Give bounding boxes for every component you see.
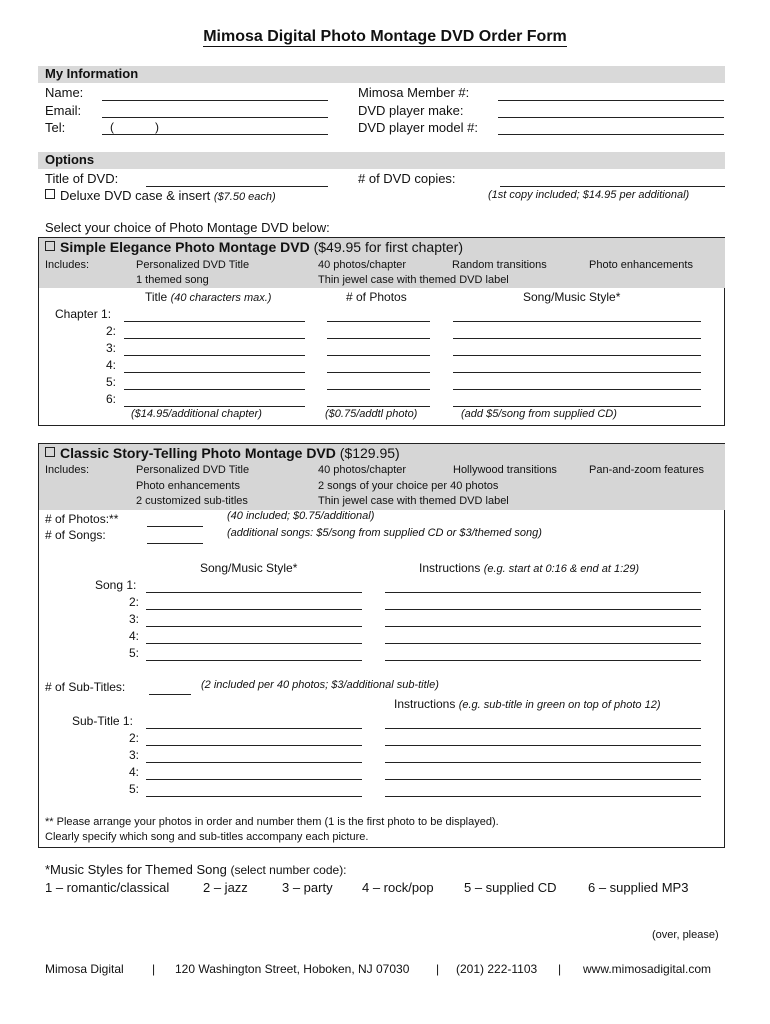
player-model-label: DVD player model #: xyxy=(358,120,478,135)
deluxe-checkbox[interactable] xyxy=(45,189,55,199)
chapter-photos-field[interactable] xyxy=(327,372,430,373)
footer-address: 120 Washington Street, Hoboken, NJ 07030 xyxy=(175,962,410,976)
subtitle-label: 3: xyxy=(129,748,140,762)
music-heading-note: (select number code): xyxy=(230,863,347,877)
subtitle-label: 2: xyxy=(129,731,140,745)
music-code: 1 – romantic/classical xyxy=(45,880,170,895)
classic-col-song: Song/Music Style* xyxy=(200,561,298,575)
subtitle-instr-field[interactable] xyxy=(385,762,701,763)
song-label: 4: xyxy=(129,629,140,643)
select-prompt: Select your choice of Photo Montage DVD below: xyxy=(45,220,330,235)
song-style-field[interactable] xyxy=(146,609,362,610)
chapter-song-field[interactable] xyxy=(453,389,701,390)
dvd-title-label: Title of DVD: xyxy=(45,171,119,186)
subtitle-text-field[interactable] xyxy=(146,728,362,729)
subtitle-instr-field[interactable] xyxy=(385,728,701,729)
chapter-photos-field[interactable] xyxy=(327,406,430,407)
deluxe-label: Deluxe DVD case & insert xyxy=(60,188,211,203)
chapter-song-field[interactable] xyxy=(453,406,701,407)
footer-separator: | xyxy=(152,962,156,976)
chapter-label: Chapter 1: xyxy=(55,307,112,321)
subtitle-instr-field[interactable] xyxy=(385,779,701,780)
my-info-heading: My Information xyxy=(45,66,139,81)
song-instr-field[interactable] xyxy=(385,609,701,610)
footer-company: Mimosa Digital xyxy=(45,962,124,976)
tel-paren-open: ( xyxy=(110,120,114,134)
simple-feature: Personalized DVD Title xyxy=(136,259,250,271)
chapter-photos-field[interactable] xyxy=(327,321,430,322)
member-field[interactable] xyxy=(498,100,724,101)
member-label: Mimosa Member #: xyxy=(358,85,470,100)
simple-col-title xyxy=(145,290,271,304)
simple-feature: Photo enhancements xyxy=(589,259,693,271)
classic-photos-note: (40 included; $0.75/additional) xyxy=(227,510,375,522)
song-instr-field[interactable] xyxy=(385,626,701,627)
over-please: (over, please) xyxy=(652,929,719,941)
music-code: 2 – jazz xyxy=(203,880,248,895)
copies-label: # of DVD copies: xyxy=(358,171,456,186)
classic-feature: Thin jewel case with themed DVD label xyxy=(318,495,509,507)
classic-songs-note: (additional songs: $5/song from supplied CD or $3/themed song) xyxy=(227,527,542,539)
chapter-title-field[interactable] xyxy=(124,321,305,322)
name-label: Name: xyxy=(45,85,84,100)
dvd-title-field[interactable] xyxy=(146,186,328,187)
subtitle-text-field[interactable] xyxy=(146,779,362,780)
classic-feature: Pan-and-zoom features xyxy=(589,464,704,476)
simple-col-song: Song/Music Style* xyxy=(523,290,621,304)
classic-includes: Includes: xyxy=(45,464,90,476)
song-instr-field[interactable] xyxy=(385,643,701,644)
tel-paren-close: ) xyxy=(155,120,159,134)
simple-col-title-text: Title xyxy=(145,290,168,304)
player-make-field[interactable] xyxy=(498,117,724,118)
simple-checkbox[interactable] xyxy=(45,241,55,251)
simple-feature: 1 themed song xyxy=(136,274,209,286)
chapter-label: 2: xyxy=(106,324,117,338)
chapter-title-field[interactable] xyxy=(124,389,305,390)
sub-instr-text: Instructions xyxy=(394,697,456,711)
deluxe-price: ($7.50 each) xyxy=(213,191,276,203)
classic-col-instr-text: Instructions xyxy=(419,561,481,575)
options-band xyxy=(38,152,725,169)
subtitle-label: Sub-Title 1: xyxy=(72,714,133,728)
tel-field[interactable] xyxy=(102,134,328,135)
chapter-label: 6: xyxy=(106,392,117,406)
classic-feature: 40 photos/chapter xyxy=(318,464,407,476)
subtitle-instr-field[interactable] xyxy=(385,745,701,746)
note-photo: ($0.75/addtl photo) xyxy=(325,408,418,420)
song-label: 3: xyxy=(129,612,140,626)
classic-photos-label: # of Photos:** xyxy=(45,512,119,526)
subtitles-count-field[interactable] xyxy=(149,694,191,695)
classic-option[interactable] xyxy=(45,445,400,461)
chapter-title-field[interactable] xyxy=(124,355,305,356)
song-style-field[interactable] xyxy=(146,592,362,593)
classic-col-instr-note: (e.g. start at 0:16 & end at 1:29) xyxy=(483,563,640,575)
classic-price: ($129.95) xyxy=(339,445,400,461)
page-title xyxy=(0,28,770,46)
song-instr-field[interactable] xyxy=(385,592,701,593)
chapter-song-field[interactable] xyxy=(453,355,701,356)
music-code: 4 – rock/pop xyxy=(362,880,434,895)
music-heading xyxy=(45,862,347,877)
chapter-title-field[interactable] xyxy=(124,406,305,407)
song-style-field[interactable] xyxy=(146,660,362,661)
chapter-song-field[interactable] xyxy=(453,321,701,322)
chapter-title-field[interactable] xyxy=(124,338,305,339)
music-code: 6 – supplied MP3 xyxy=(588,880,689,895)
name-field[interactable] xyxy=(102,100,328,101)
music-code: 3 – party xyxy=(282,880,333,895)
song-style-field[interactable] xyxy=(146,643,362,644)
chapter-title-field[interactable] xyxy=(124,372,305,373)
simple-feature: Random transitions xyxy=(452,259,547,271)
chapter-label: 5: xyxy=(106,375,117,389)
subtitle-text-field[interactable] xyxy=(146,745,362,746)
footer-separator: | xyxy=(436,962,440,976)
song-style-field[interactable] xyxy=(146,626,362,627)
classic-feature: 2 songs of your choice per 40 photos xyxy=(318,480,499,492)
classic-col-instr xyxy=(419,561,639,575)
chapter-song-field[interactable] xyxy=(453,372,701,373)
chapter-song-field[interactable] xyxy=(453,338,701,339)
subtitle-label: 5: xyxy=(129,782,140,796)
chapter-photos-field[interactable] xyxy=(327,338,430,339)
chapter-photos-field[interactable] xyxy=(327,389,430,390)
sub-instr-heading xyxy=(394,697,661,711)
footer-phone: (201) 222-1103 xyxy=(456,962,538,976)
subtitle-text-field[interactable] xyxy=(146,796,362,797)
simple-includes: Includes: xyxy=(45,259,90,271)
footnote-2: Clearly specify which song and sub-titles accompany each picture. xyxy=(45,831,369,843)
classic-feature: Photo enhancements xyxy=(136,480,240,492)
chapter-label: 3: xyxy=(106,341,117,355)
footer-web[interactable]: www.mimosadigital.com xyxy=(583,962,712,976)
sub-instr-note: (e.g. sub-title in green on top of photo 12) xyxy=(458,699,661,711)
note-chapter: ($14.95/additional chapter) xyxy=(131,408,262,420)
classic-songs-field[interactable] xyxy=(147,543,203,544)
classic-name: Classic Story-Telling Photo Montage DVD xyxy=(60,445,336,461)
subtitles-label: # of Sub-Titles: xyxy=(45,680,126,694)
chapter-label: 4: xyxy=(106,358,117,372)
tel-label: Tel: xyxy=(45,120,66,135)
my-info-band xyxy=(38,66,725,83)
classic-songs-label: # of Songs: xyxy=(45,528,106,542)
player-model-field[interactable] xyxy=(498,134,724,135)
classic-photos-field[interactable] xyxy=(147,526,203,527)
subtitle-text-field[interactable] xyxy=(146,762,362,763)
player-make-label: DVD player make: xyxy=(358,103,464,118)
footer-separator: | xyxy=(558,962,562,976)
classic-feature: Personalized DVD Title xyxy=(136,464,250,476)
copies-field[interactable] xyxy=(500,186,725,187)
copies-note: (1st copy included; $14.95 per additional) xyxy=(488,189,690,201)
song-instr-field[interactable] xyxy=(385,660,701,661)
note-song: (add $5/song from supplied CD) xyxy=(461,408,617,420)
subtitle-label: 4: xyxy=(129,765,140,779)
classic-feature: Hollywood transitions xyxy=(453,464,557,476)
song-label: Song 1: xyxy=(95,578,137,592)
simple-feature: 40 photos/chapter xyxy=(318,259,407,271)
music-code: 5 – supplied CD xyxy=(464,880,557,895)
classic-feature: 2 customized sub-titles xyxy=(136,495,248,507)
deluxe-option[interactable] xyxy=(45,188,276,203)
email-field[interactable] xyxy=(102,117,328,118)
simple-option[interactable] xyxy=(45,239,463,255)
song-label: 5: xyxy=(129,646,140,660)
music-heading-text: *Music Styles for Themed Song xyxy=(45,862,227,877)
song-label: 2: xyxy=(129,595,140,609)
simple-col-photos: # of Photos xyxy=(346,290,407,304)
page-title-text: Mimosa Digital Photo Montage DVD Order Form xyxy=(203,28,567,45)
chapter-photos-field[interactable] xyxy=(327,355,430,356)
email-label: Email: xyxy=(45,103,82,118)
options-heading: Options xyxy=(45,152,95,167)
subtitles-note: (2 included per 40 photos; $3/additional sub-title) xyxy=(201,679,439,691)
footnote-1: ** Please arrange your photos in order and number them (1 is the first photo to be displayed). xyxy=(45,816,499,828)
classic-checkbox[interactable] xyxy=(45,447,55,457)
simple-name: Simple Elegance Photo Montage DVD xyxy=(60,239,310,255)
simple-feature: Thin jewel case with themed DVD label xyxy=(318,274,509,286)
simple-price: ($49.95 for first chapter) xyxy=(313,239,463,255)
subtitle-instr-field[interactable] xyxy=(385,796,701,797)
simple-col-title-note: (40 characters max.) xyxy=(170,292,272,304)
